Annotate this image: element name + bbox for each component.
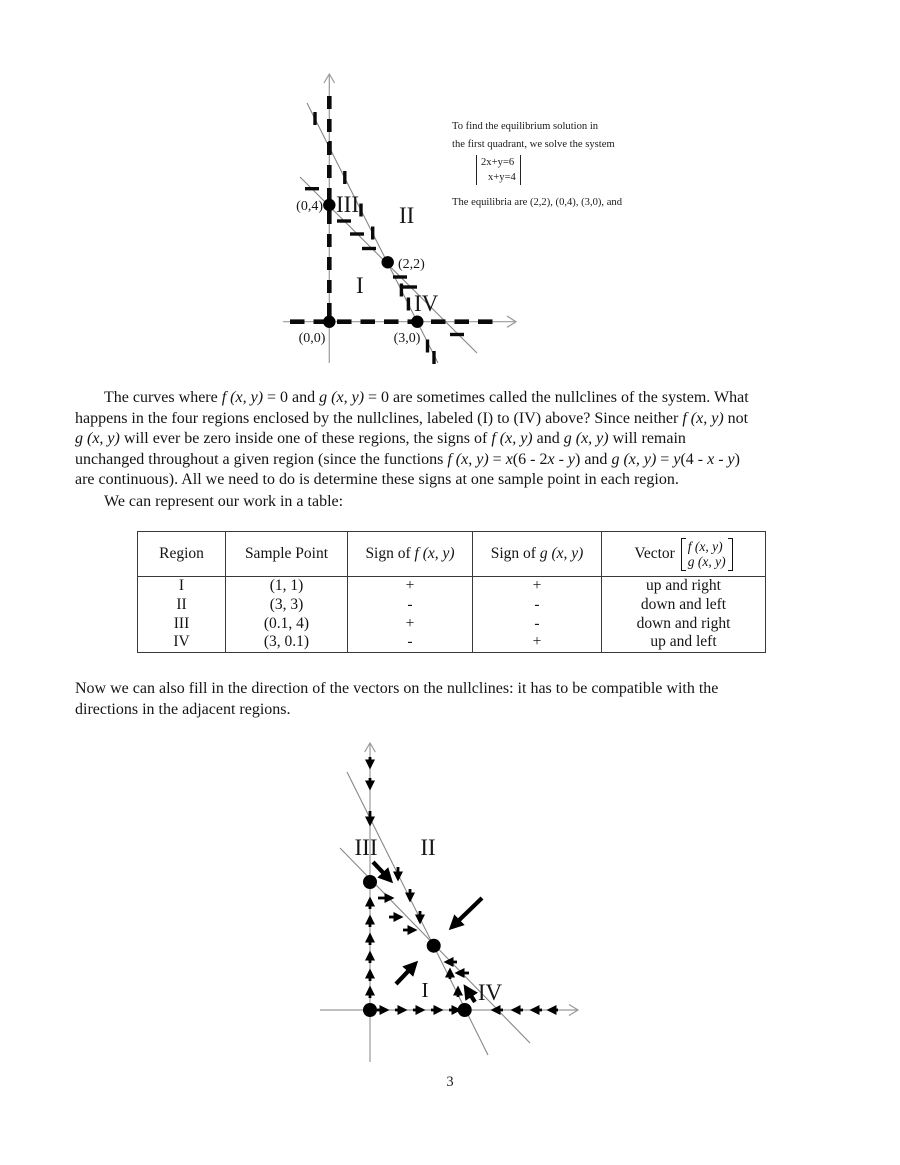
label-region-i: I — [421, 978, 429, 1002]
figure-annotation — [452, 118, 712, 212]
annotation-line-2: the first quadrant, we solve the system — [452, 139, 615, 150]
text-line: Now we can also fill in the direction of the vectors on the nullclines: it has to be compatible with the — [75, 680, 719, 697]
system-equation-1: 2x+y=6 — [481, 157, 515, 168]
header-sign-f: Sign of f (x, y) — [348, 532, 473, 577]
arrow-region-iii-down-right — [373, 862, 390, 880]
nullcline-diagram-top-svg — [280, 60, 730, 372]
point-3-0 — [458, 1003, 472, 1017]
point-2-2 — [427, 939, 441, 953]
matrix-entry-g: g (x, y) — [687, 554, 726, 569]
cell-sample: (3, 0.1) — [226, 633, 348, 652]
cell-vector: down and right — [602, 615, 766, 634]
label-region-iv: IV — [414, 291, 439, 316]
direction-field-svg — [300, 735, 595, 1070]
label-point-0-4: (0,4) — [296, 199, 323, 214]
text-line: happens in the four regions enclosed by the nullclines, labeled (I) to (IV) above? Since neither f (x, y) not — [75, 409, 749, 427]
vector-matrix — [681, 538, 733, 571]
right-bracket — [728, 538, 733, 571]
cell-sample: (3, 3) — [226, 596, 348, 615]
matrix-entry-f: f (x, y) — [687, 538, 723, 554]
label-region-ii: II — [420, 835, 436, 860]
cell-vector: up and left — [602, 633, 766, 652]
paragraph-nullclines — [75, 388, 835, 491]
table-row — [138, 615, 766, 634]
page-number: 3 — [446, 1074, 454, 1090]
sign-table — [137, 531, 766, 653]
cell-sign-f: - — [348, 633, 473, 652]
header-region: Region — [138, 532, 226, 577]
equilibrium-points — [363, 875, 472, 1017]
table-row — [138, 633, 766, 652]
point-2-2 — [382, 256, 394, 268]
annotation-line-3: The equilibria are (2,2), (0,4), (3,0), and — [452, 197, 623, 208]
text-line: directions in the adjacent regions. — [75, 700, 291, 718]
label-region-iii: III — [336, 192, 359, 217]
table-row — [138, 577, 766, 596]
cell-sample: (0.1, 4) — [226, 615, 348, 634]
header-vector — [602, 532, 766, 577]
text-line: unchanged throughout a given region (since the functions f (x, y) = x(6 - 2x - y) and g (x, y) = y(4 - x - y) — [75, 450, 740, 468]
label-region-i: I — [356, 273, 364, 298]
equation-system — [476, 155, 521, 185]
cell-region: IV — [138, 633, 226, 652]
cell-region: II — [138, 596, 226, 615]
cell-vector: down and left — [602, 596, 766, 615]
cell-sign-g: - — [473, 615, 602, 634]
label-point-3-0: (3,0) — [393, 331, 421, 346]
paragraph-directions — [75, 679, 840, 720]
label-point-2-2: (2,2) — [398, 257, 425, 272]
cell-region: I — [138, 577, 226, 596]
header-sign-g: Sign of g (x, y) — [473, 532, 602, 577]
label-region-iv: IV — [477, 980, 503, 1005]
arrow-region-i-up-right — [396, 964, 415, 984]
cell-sign-g: + — [473, 577, 602, 596]
label-region-ii: II — [399, 203, 415, 228]
axes — [320, 743, 578, 1062]
cell-sign-f: + — [348, 615, 473, 634]
cell-sign-f: + — [348, 577, 473, 596]
cell-vector: up and right — [602, 577, 766, 596]
annotation-line-1: To find the equilibrium solution in — [452, 121, 599, 132]
header-sample-point: Sample Point — [226, 532, 348, 577]
text-line: g (x, y) will ever be zero inside one of these regions, the signs of f (x, y) and g (x, y) will remain — [75, 430, 686, 448]
system-right-bar — [520, 155, 521, 185]
system-equation-2: x+y=4 — [488, 172, 516, 183]
text-line: The curves where f (x, y) = 0 and g (x, y) = 0 are sometimes called the nullclines of the system. What — [104, 389, 749, 406]
cell-sign-g: - — [473, 596, 602, 615]
nullcline-diagram-top — [280, 60, 730, 372]
paragraph-table-intro: We can represent our work in a table: — [104, 493, 344, 510]
direction-arrows — [370, 757, 558, 1010]
cell-sample: (1, 1) — [226, 577, 348, 596]
cell-region: III — [138, 615, 226, 634]
cell-sign-f: - — [348, 596, 473, 615]
label-point-0-0: (0,0) — [298, 331, 326, 346]
arrow-region-ii-down-left — [452, 898, 482, 927]
direction-field-diagram-bottom — [300, 735, 595, 1070]
point-0-4 — [363, 875, 377, 889]
label-region-iii: III — [354, 835, 378, 860]
cell-sign-g: + — [473, 633, 602, 652]
point-3-0 — [411, 316, 423, 328]
point-0-0 — [323, 316, 335, 328]
point-0-4 — [323, 199, 335, 211]
arrow-region-iv-up-left — [466, 988, 475, 1002]
point-0-0 — [363, 1003, 377, 1017]
text-line: are continuous). All we need to do is determine these signs at one sample point in each region. — [75, 471, 679, 489]
vector-label: Vector — [634, 545, 675, 562]
table-header-row — [138, 532, 766, 577]
table-row — [138, 596, 766, 615]
